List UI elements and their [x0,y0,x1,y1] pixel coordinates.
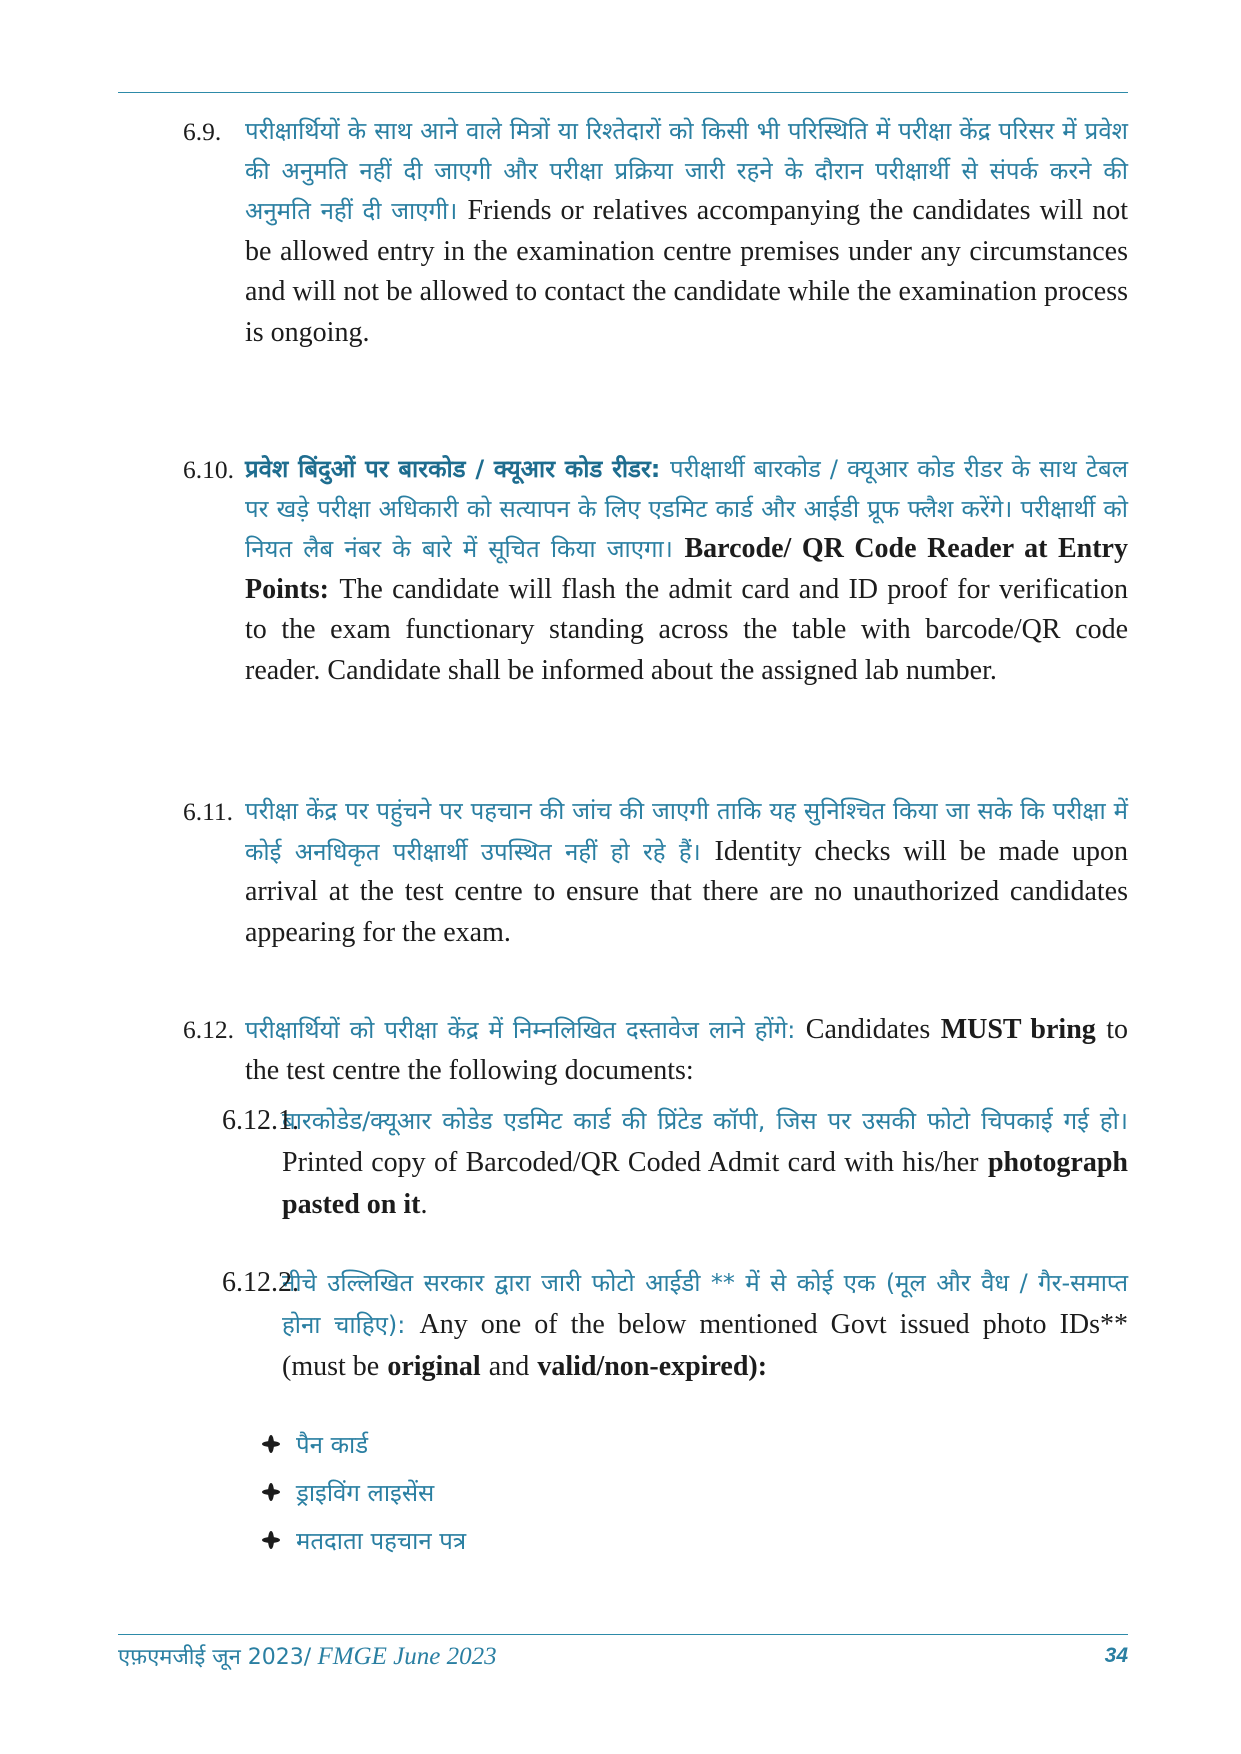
section-6-9 [183,112,1128,353]
section-body [245,112,1128,353]
section-body [245,1010,1128,1091]
list-item [262,1468,862,1516]
subsection-number: 6.12.1. [222,1105,299,1136]
list-item-label: ड्राइविंग लाइसेंस [296,1478,435,1507]
subsection-number: 6.12.2. [222,1267,299,1298]
hindi-text: परीक्षार्थियों के साथ आने वाले मित्रों या रिश्तेदारों को किसी भी परिस्थिति में परीक्षा केंद्र परिसर में प्रवेश की अनुमति नहीं दी जाएगी और परीक्षा प्रक्रिया जारी रहने के दौरान परीक्षार्थी से संपर्क करने की अनुमति नहीं दी जाएगी। [245,117,1128,225]
english-text: Identity checks will be made upon arrival at the test centre to ensure that there are no unauthorized candidates appearing for the exam. [245,835,1129,948]
list-item [262,1516,862,1564]
section-6-12 [183,1010,1128,1091]
id-list [262,1420,862,1564]
page-number: 34 [1104,1644,1128,1667]
footer-english: FMGE June 2023 [311,1643,497,1670]
english-text: and [488,1351,530,1382]
hindi-text: परीक्षा केंद्र पर पहुंचने पर पहचान की जांच की जाएगी ताकि यह सुनिश्चित किया जा सके कि परीक्षा में कोई अनधिकृत परीक्षार्थी उपस्थित नहीं हो रहे हैं। [245,797,1128,866]
four-petal-bullet-icon [262,1483,280,1501]
footer-rule [118,1634,1128,1635]
section-body [245,792,1128,953]
hindi-text: परीक्षार्थियों को परीक्षा केंद्र में निम्नलिखित दस्तावेज लाने होंगे: [245,1016,796,1044]
english-text: The candidate will flash the admit card and ID proof for verification to the exam functionary standing across the table with barcode/QR code reader. Candidate shall be informed about the assigned lab number. [245,573,1128,686]
english-text: Candidates [805,1014,931,1045]
header-rule [118,92,1128,93]
english-text: . [420,1189,428,1220]
english-heading: Barcode/ QR Code Reader at Entry Points: [245,533,1128,605]
english-emphasis: MUST bring [940,1014,1096,1045]
section-6-12-2 [222,1262,1128,1388]
list-item-label: पैन कार्ड [296,1430,369,1459]
english-text: Printed copy of Barcoded/QR Coded Admit card with his/her [282,1147,979,1178]
section-6-12-1 [222,1100,1128,1226]
four-petal-bullet-icon [262,1435,280,1453]
hindi-text: नीचे उल्लिखित सरकार द्वारा जारी फोटो आईडी ** में से कोई एक (मूल और वैध / गैर-समाप्त होना चाहिए): [282,1269,1128,1339]
english-emphasis: valid/non-expired): [537,1351,768,1382]
section-6-10 [183,450,1128,691]
english-text: Any one of the below mentioned Govt issued photo IDs** (must be [282,1309,1129,1382]
hindi-text: परीक्षार्थी बारकोड / क्यूआर कोड रीडर के साथ टेबल पर खड़े परीक्षा अधिकारी को सत्यापन के लिए एडमिट कार्ड और आईडी प्रूफ फ्लैश करेंगे। परीक्षार्थी को नियत लैब नंबर के बारे में सूचित किया जाएगा। [245,455,1128,563]
list-item-label: मतदाता पहचान पत्र [296,1526,467,1555]
section-number: 6.12. [183,1015,234,1044]
subsection-body [282,1262,1128,1388]
section-number: 6.9. [183,117,222,146]
section-number: 6.10. [183,455,234,484]
footer-hindi: एफ़एमजीई जून 2023/ [118,1645,312,1670]
section-number: 6.11. [183,797,234,826]
english-text: to the test centre the following documents: [245,1014,1129,1086]
subsection-body [282,1100,1128,1226]
list-item [262,1420,862,1468]
english-text: Friends or relatives accompanying the candidates will not be allowed entry in the examination centre premises under any circumstances and will not be allowed to contact the candidate while the examination process is ongoing. [245,195,1128,348]
english-emphasis: photograph pasted on it [282,1147,1128,1220]
four-petal-bullet-icon [262,1531,280,1549]
section-body [245,450,1128,691]
hindi-text: बारकोडेड/क्यूआर कोडेड एडमिट कार्ड की प्रिंटेड कॉपी, जिस पर उसकी फोटो चिपकाई गई हो। [282,1107,1128,1135]
hindi-heading: प्रवेश बिंदुओं पर बारकोड / क्यूआर कोड रीडर: [245,455,661,483]
footer-title [118,1637,497,1678]
section-6-11 [183,792,1128,953]
english-emphasis: original [387,1351,481,1382]
